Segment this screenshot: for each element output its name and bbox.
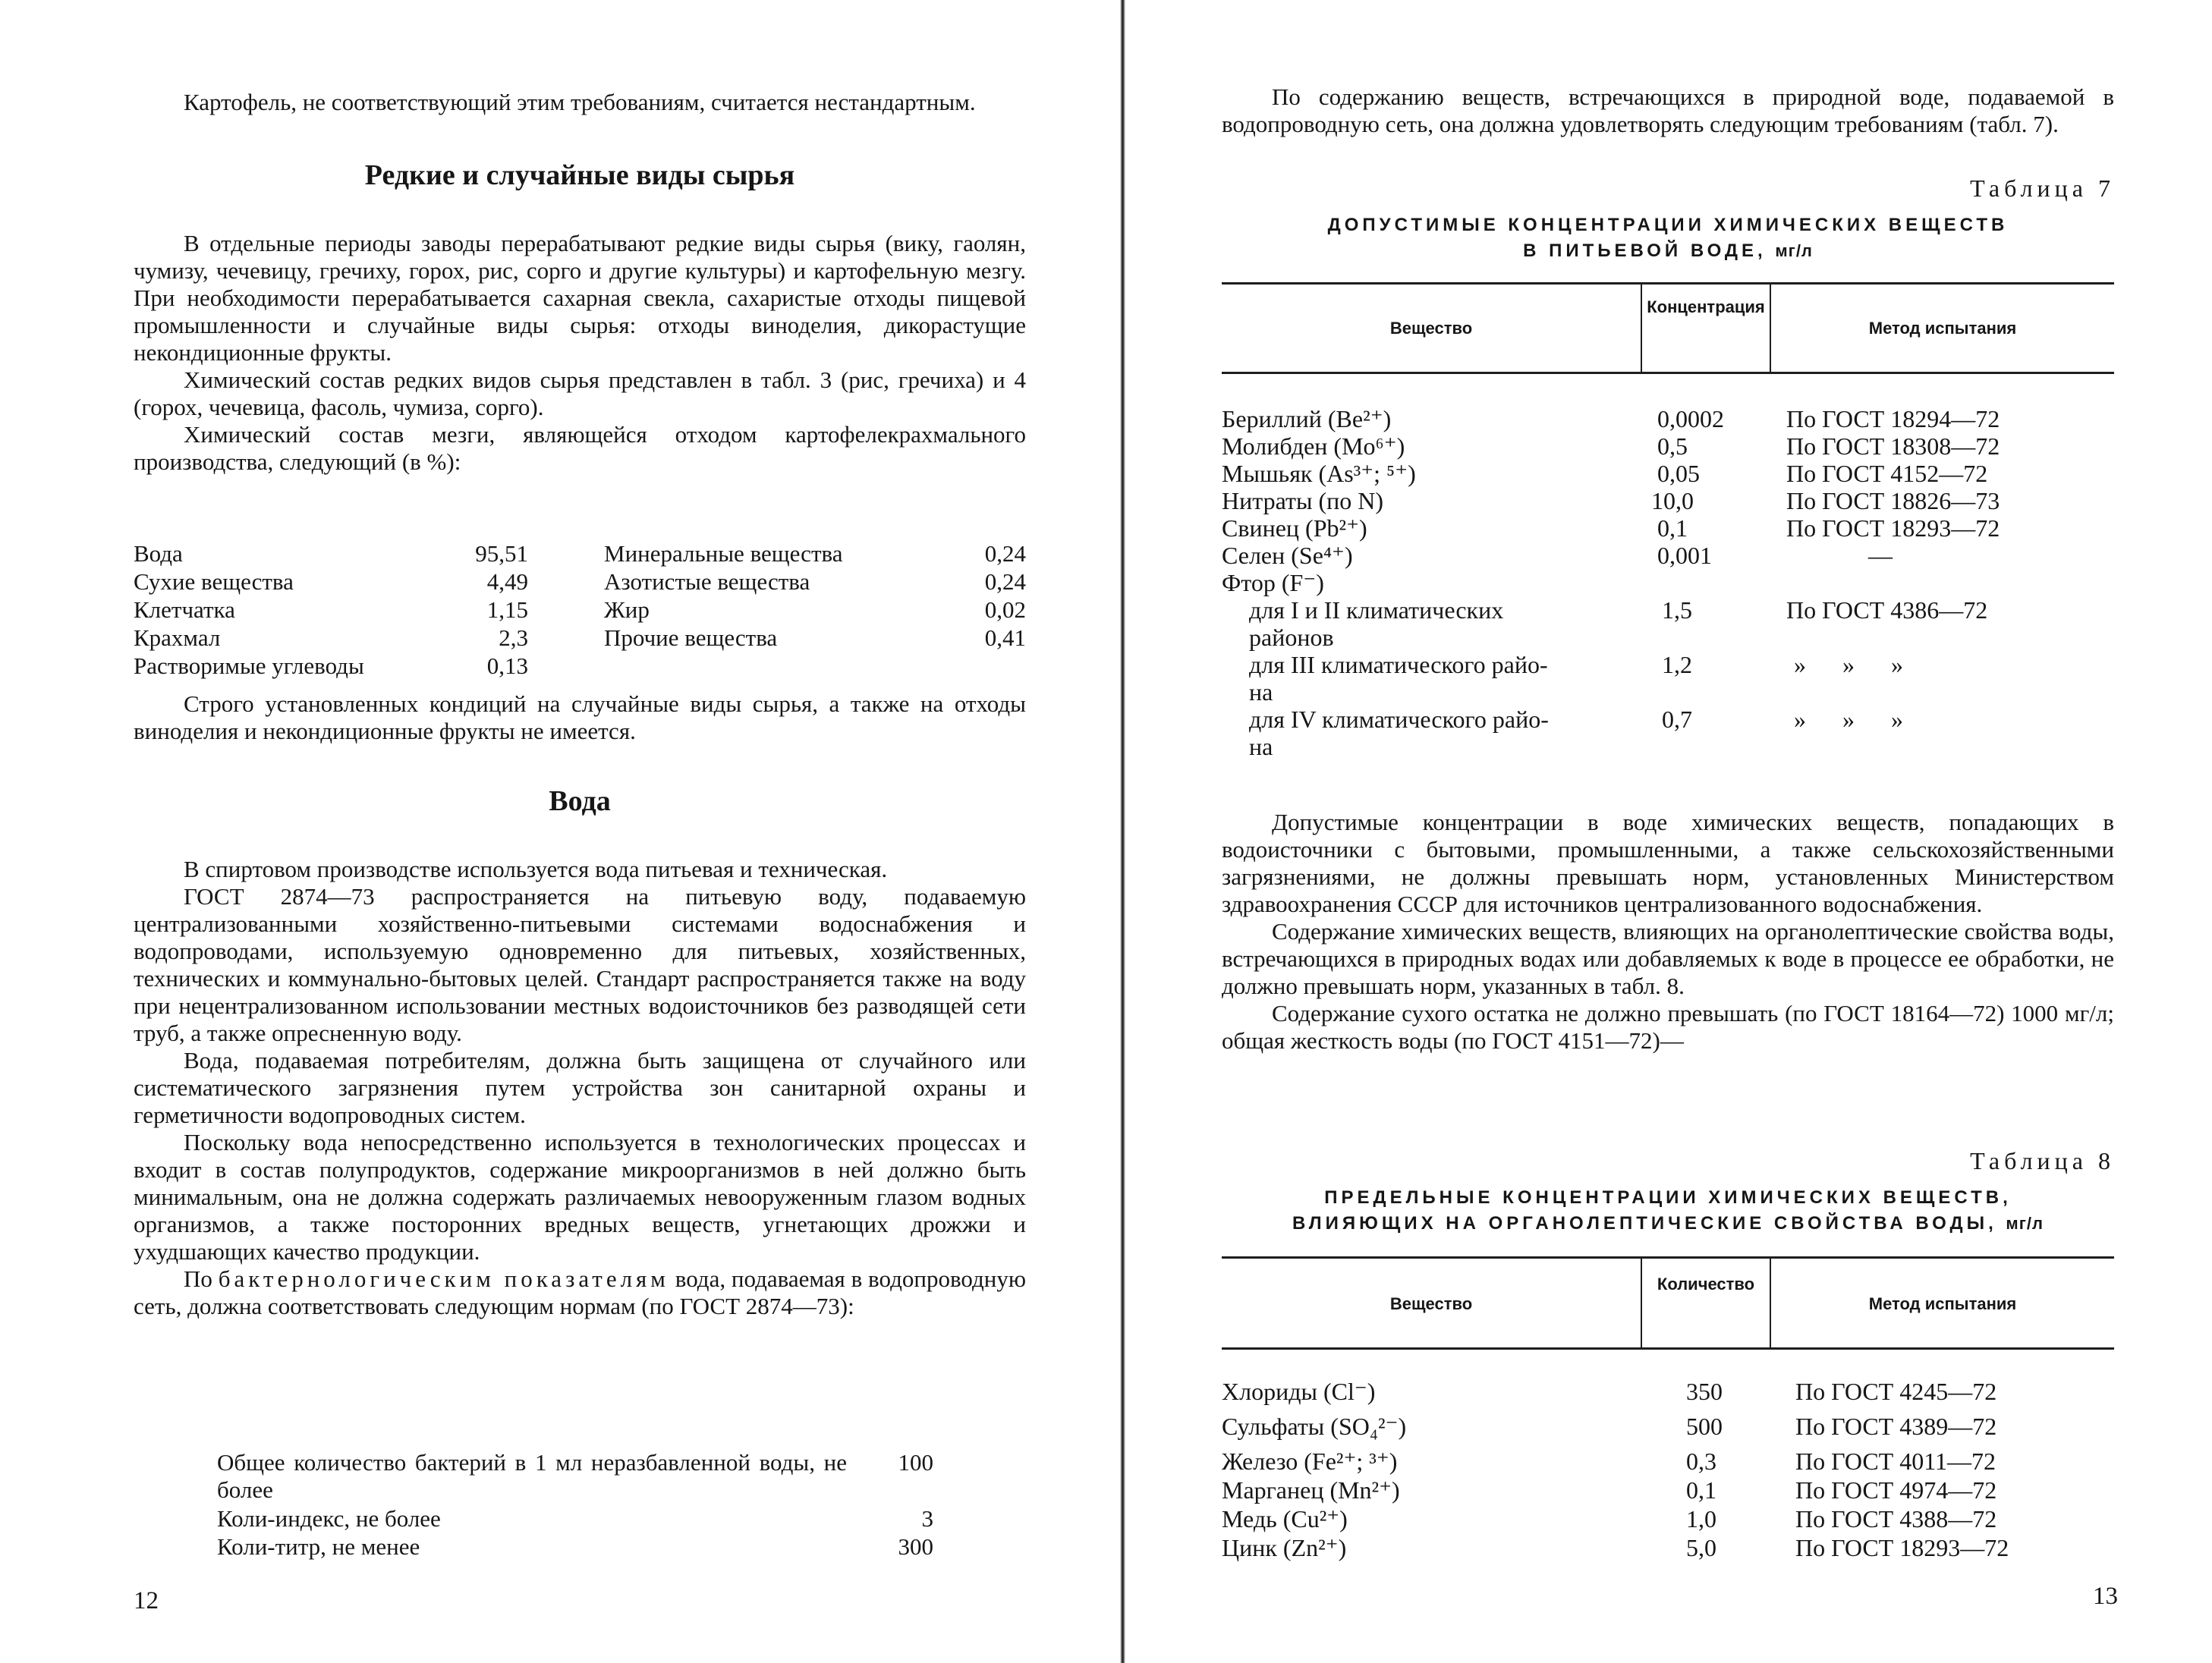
right-paragraph-2: Содержание химических веществ, влияющих на органолептические свойства воды, встречающихся в природных водах или добавляемых к воде в процессе ее обработки, не должно превышать норм, указанных в табл. 8. <box>1222 918 2114 999</box>
table7-substance: для IV климатического райо- <box>1249 706 1549 733</box>
table7-method: По ГОСТ 18308—72 <box>1786 432 2000 460</box>
table8-row <box>1222 1476 2114 1505</box>
composition-value: 0,41 <box>984 624 1026 651</box>
table7-substance: для III климатического райо- <box>1249 651 1548 678</box>
water-p5-rest: вода, подаваемая в водопроводную сеть, должна соответствовать следующим нормам (по ГОСТ 2874—73): <box>134 1265 1027 1319</box>
table7-row <box>1222 733 2114 760</box>
table8-conc: 0,3 <box>1686 1448 1716 1475</box>
page-number-right: 13 <box>2093 1583 2118 1610</box>
table7-row <box>1222 569 2114 596</box>
table7-header-method: Метод испытания <box>1868 319 2017 338</box>
composition-name: Азотистые вещества <box>604 568 810 595</box>
table8-row <box>1222 1378 2114 1413</box>
table7-header-substance: Вещество <box>1389 319 1473 338</box>
table7-conc: 10,0 <box>1651 487 1694 514</box>
left-column <box>134 89 1026 476</box>
table8-header-quantity: Количество <box>1657 1275 1755 1294</box>
rare-raw-paragraph-2: Химический состав редких видов сырья представлен в табл. 3 (рис, гречиха) и 4 (горох, чечевица, фасоль, чумиза, сорго). <box>134 366 1026 420</box>
bacteria-norm-item <box>217 1505 933 1533</box>
composition-name: Минеральные вещества <box>604 540 843 567</box>
bacteria-norm-name: Общее количество бактерий в 1 мл неразбавленной воды, не более <box>217 1449 847 1503</box>
table7-conc: 0,001 <box>1657 542 1712 569</box>
table7-method: » » » <box>1794 706 1903 733</box>
bacteria-norm-value: 100 <box>898 1449 933 1476</box>
composition-name: Вода <box>134 540 183 567</box>
table7-conc: 1,2 <box>1662 651 1692 678</box>
table8-conc: 0,1 <box>1686 1476 1716 1504</box>
composition-name: Жир <box>604 596 650 623</box>
table8-title-line2: ВЛИЯЮЩИХ НА ОРГАНОЛЕПТИЧЕСКИЕ СВОЙСТВА ВОДЫ, <box>1292 1213 1997 1234</box>
composition-item <box>134 596 528 624</box>
right-intro-paragraph: По содержанию веществ, встречающихся в природной воде, подаваемой в водопроводную сеть, она должна удовлетворять следующим требованиям (табл. 7). <box>1222 83 2114 137</box>
table8-conc: 5,0 <box>1686 1534 1716 1561</box>
table8-title <box>1222 1185 2114 1237</box>
table8-substance: Марганец (Mn²⁺) <box>1222 1476 1400 1504</box>
table7-conc: 0,1 <box>1657 514 1688 542</box>
table7-substance: для I и II климатических <box>1249 596 1504 624</box>
right-column-middle <box>1222 809 2114 1055</box>
table7-substance: Молибден (Mo⁶⁺) <box>1222 432 1405 460</box>
table7-row <box>1222 678 2114 706</box>
table7-row <box>1222 651 2114 678</box>
table8-header-rule <box>1222 1347 2114 1350</box>
composition-name: Клетчатка <box>134 596 235 623</box>
table7-row <box>1222 460 2114 487</box>
table7-header-concentration: Концентрация <box>1647 297 1765 316</box>
table8-header-method: Метод испытания <box>1868 1294 2017 1313</box>
table8-substance: Железо (Fe²⁺; ³⁺) <box>1222 1448 1398 1475</box>
table8-conc: 350 <box>1686 1378 1723 1405</box>
table7-conc: 1,5 <box>1662 596 1692 624</box>
table8-conc: 500 <box>1686 1413 1723 1440</box>
table7-substance: на <box>1249 678 1273 706</box>
table8-substance: Цинк (Zn²⁺) <box>1222 1534 1347 1561</box>
water-p5-spaced: бактернологическим показателям <box>218 1265 669 1292</box>
composition-value: 0,24 <box>984 540 1026 567</box>
table7-row <box>1222 542 2114 569</box>
bacteria-norm-value: 3 <box>921 1505 933 1532</box>
composition-value: 95,51 <box>475 540 528 567</box>
right-paragraph-3: Содержание сухого остатка не должно превышать (по ГОСТ 18164—72) 1000 мг/л; общая жесткость воды (по ГОСТ 4151—72)— <box>1222 1000 2114 1054</box>
table7-top-rule <box>1222 282 2114 285</box>
composition-value: 0,02 <box>984 596 1026 623</box>
table7-label: Таблица 7 <box>1970 174 2115 202</box>
table8-conc: 1,0 <box>1686 1505 1716 1533</box>
page-number-left: 12 <box>134 1587 159 1614</box>
composition-item <box>604 624 1026 652</box>
table8-substance: Хлориды (Cl⁻) <box>1222 1378 1376 1405</box>
section-title-water: Вода <box>549 785 611 817</box>
table8-col-divider <box>1641 1258 1642 1347</box>
table8-label: Таблица 8 <box>1970 1147 2115 1174</box>
composition-value: 4,49 <box>486 568 528 595</box>
composition-item <box>604 540 1026 567</box>
table8-method: По ГОСТ 4011—72 <box>1795 1448 1996 1475</box>
table8-top-rule <box>1222 1256 2114 1259</box>
table8-body <box>1222 1378 2114 1563</box>
bacteria-norm-name: Коли-титр, не менее <box>217 1533 420 1560</box>
table7-body <box>1222 405 2114 760</box>
table8-row <box>1222 1505 2114 1534</box>
rare-raw-paragraph-1: В отдельные периоды заводы перерабатывают редкие виды сырья (вику, гаолян, чумизу, чечевицу, гречиху, горох, рис, сорго и другие культуры) и картофельную мезгу. При необходимости перерабатывается сахарная свекла, сахаристые отходы пищевой промышленности и случайные виды сырья: отходы виноделия, дикорастущие некондиционные фрукты. <box>134 230 1026 366</box>
water-paragraph-1: В спиртовом производстве используется вода питьевая и техническая. <box>184 856 888 882</box>
pulp-composition-list <box>134 540 1026 681</box>
water-paragraph-3: Вода, подаваемая потребителям, должна быть защищена от случайного или систематического загрязнения путем устройства зон санитарной охраны и герметичности водопроводных систем. <box>134 1047 1026 1128</box>
rare-raw-paragraph-4: Строго установленных кондиций на случайные виды сырья, а также на отходы виноделия и некондиционные фрукты не имеется. <box>134 690 1026 744</box>
table8-method: По ГОСТ 4245—72 <box>1795 1378 1997 1405</box>
water-paragraph-4: Поскольку вода непосредственно используется в технологических процессах и входит в состав полупродуктов, содержание микроорганизмов в ней должно быть минимальным, она не должна содержать различаемых невооруженным глазом водных организмов, а также посторонних вредных веществ, угнетающих дрожжи и ухудшающих качество продукции. <box>134 1129 1026 1265</box>
right-paragraph-1: Допустимые концентрации в воде химических веществ, попадающих в водоисточники с бытовыми, промышленными, а также сельскохозяйственными загрязнениями, не должны превышать норм, установленных Министерством здравоохранения СССР для источников централизованного водоснабжения. <box>1222 809 2114 917</box>
table7-method: По ГОСТ 18293—72 <box>1786 514 2000 542</box>
composition-name: Сухие вещества <box>134 568 294 595</box>
table8-row <box>1222 1534 2114 1563</box>
table8-method: По ГОСТ 18293—72 <box>1795 1534 2009 1561</box>
composition-item <box>134 540 528 567</box>
table8-row <box>1222 1448 2114 1476</box>
table7-conc: 0,7 <box>1662 706 1692 733</box>
table7-title-line2: В ПИТЬЕВОЙ ВОДЕ, <box>1523 240 1767 261</box>
right-column <box>1222 83 2114 138</box>
water-paragraph-2: ГОСТ 2874—73 распространяется на питьевую воду, подаваемую централизованными хозяйственно-питьевыми системами водоснабжения и водопроводами, используемую одновременно для питьевых, хозяйственных, технических и коммунально-бытовых целей. Стандарт распространяется также на воду при нецентрализованном использовании местных водоисточников без разводящей сети труб, а также опресненную воду. <box>134 883 1026 1046</box>
composition-item <box>134 568 528 596</box>
table8-method: По ГОСТ 4389—72 <box>1795 1413 1997 1440</box>
table7-conc: 0,5 <box>1657 432 1688 460</box>
composition-value: 0,13 <box>486 652 528 679</box>
table7-title-line1: ДОПУСТИМЫЕ КОНЦЕНТРАЦИИ ХИМИЧЕСКИХ ВЕЩЕСТВ <box>1327 215 2009 235</box>
table7-conc: 0,05 <box>1657 460 1700 487</box>
composition-name: Прочие вещества <box>604 624 778 651</box>
right-page <box>1115 0 2212 1663</box>
bacteria-norm-value: 300 <box>898 1533 933 1560</box>
table7-substance: Свинец (Pb²⁺) <box>1222 514 1367 542</box>
composition-value: 1,15 <box>486 596 528 623</box>
table8-method: По ГОСТ 4974—72 <box>1795 1476 1997 1504</box>
table7-method: По ГОСТ 18826—73 <box>1786 487 2000 514</box>
table7-row <box>1222 487 2114 514</box>
water-paragraph-5 <box>134 1265 1026 1320</box>
table7-substance: районов <box>1249 624 1334 651</box>
composition-value: 0,24 <box>984 568 1026 595</box>
table7-method: По ГОСТ 18294—72 <box>1786 405 2000 432</box>
table7-title <box>1222 212 2114 264</box>
table7-method: » » » <box>1794 651 1903 678</box>
table7-method: По ГОСТ 4152—72 <box>1786 460 1988 487</box>
table7-row <box>1222 405 2114 432</box>
table7-substance: Бериллий (Be²⁺) <box>1222 405 1392 432</box>
table7-unit: мг/л <box>1775 241 1813 260</box>
composition-item <box>134 624 528 652</box>
table8-substance: Медь (Cu²⁺) <box>1222 1505 1348 1533</box>
table7-row <box>1222 514 2114 542</box>
table7-substance: на <box>1249 733 1273 760</box>
bacteria-norms-list <box>217 1449 933 1561</box>
bacteria-norm-item <box>217 1533 933 1561</box>
composition-item <box>604 568 1026 596</box>
composition-name: Крахмал <box>134 624 221 651</box>
water-p5-lead: По <box>184 1265 212 1292</box>
bacteria-norm-item <box>217 1449 933 1505</box>
table7-row <box>1222 624 2114 651</box>
composition-name: Растворимые углеводы <box>134 652 364 679</box>
table7-row <box>1222 706 2114 733</box>
table8-unit: мг/л <box>2006 1214 2044 1233</box>
composition-item <box>134 652 528 680</box>
table8-row <box>1222 1413 2114 1448</box>
table7-substance: Мышьяк (As³⁺; ⁵⁺) <box>1222 460 1416 487</box>
table7-substance: Селен (Se⁴⁺) <box>1222 542 1353 569</box>
bacteria-norm-name: Коли-индекс, не более <box>217 1505 441 1532</box>
intro-paragraph: Картофель, не соответствующий этим требованиям, считается нестандартным. <box>184 89 976 115</box>
table7-row <box>1222 596 2114 624</box>
table7-substance: Нитраты (по N) <box>1222 487 1384 514</box>
section-title-rare-raw: Редкие и случайные виды сырья <box>364 159 795 191</box>
table7-header-rule <box>1222 372 2114 374</box>
left-column-lower <box>134 690 1026 1320</box>
table7-method: По ГОСТ 4386—72 <box>1786 596 1988 624</box>
table8-substance: Сульфаты (SO₄²⁻) <box>1222 1413 1407 1440</box>
table7-conc: 0,0002 <box>1657 405 1724 432</box>
table8-title-line1: ПРЕДЕЛЬНЫЕ КОНЦЕНТРАЦИИ ХИМИЧЕСКИХ ВЕЩЕСТВ, <box>1324 1187 2012 1208</box>
table7-method: — <box>1868 542 1893 569</box>
table8-method: По ГОСТ 4388—72 <box>1795 1505 1997 1533</box>
composition-value: 2,3 <box>499 624 528 651</box>
rare-raw-paragraph-3: Химический состав мезги, являющейся отходом картофелекрахмального производства, следующий (в %): <box>134 421 1026 475</box>
table7-row <box>1222 432 2114 460</box>
table7-substance: Фтор (F⁻) <box>1222 569 1324 596</box>
composition-item <box>604 596 1026 624</box>
table8-header-substance: Вещество <box>1389 1294 1473 1313</box>
